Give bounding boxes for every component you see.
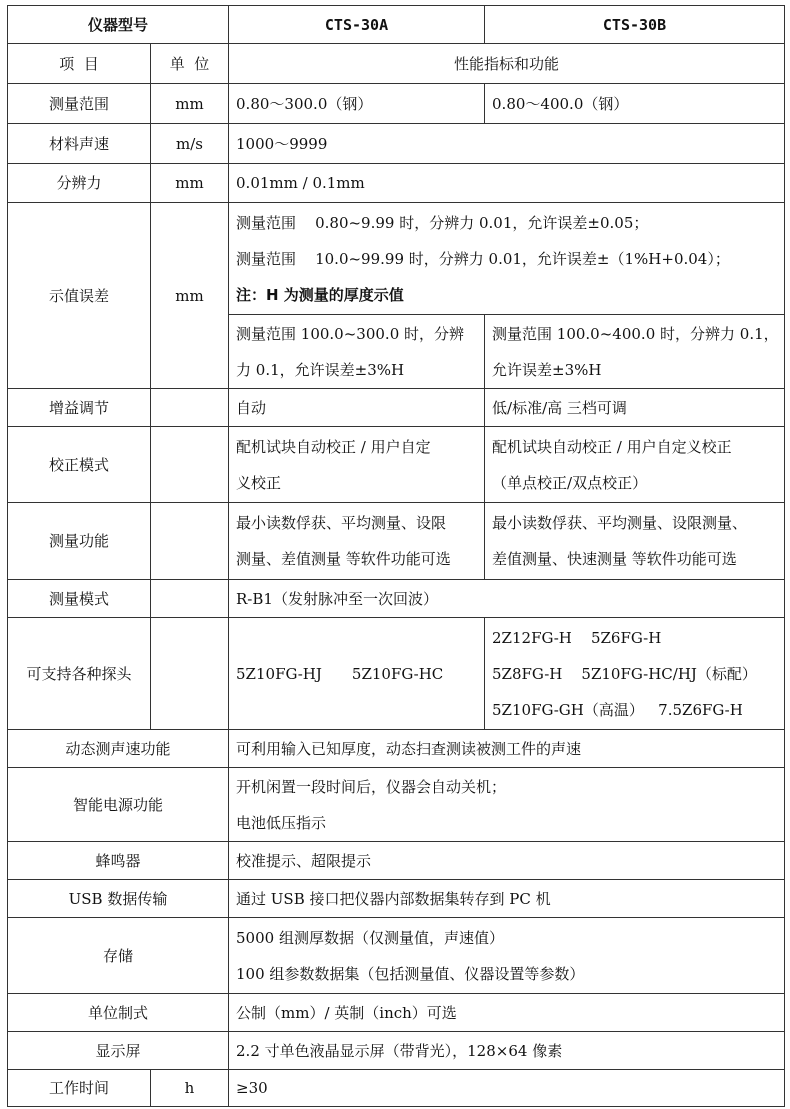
worktime-value: ≥30 xyxy=(229,1070,785,1107)
spec-table xyxy=(7,5,785,1107)
gain-unit xyxy=(151,389,229,427)
probes-b-line-1: 2Z12FG-H 5Z6FG-H xyxy=(492,628,662,647)
buzzer-label: 蜂鸣器 xyxy=(8,842,229,880)
functions-label: 测量功能 xyxy=(8,503,151,580)
power-line-2: 电池低压指示 xyxy=(236,813,327,832)
model-a: CTS-30A xyxy=(229,6,485,44)
calibration-a-line-2: 义校正 xyxy=(236,473,282,492)
probes-b xyxy=(485,618,785,730)
dynamic-label: 动态测声速功能 xyxy=(8,730,229,768)
usb-label: USB 数据传输 xyxy=(8,880,229,918)
subheader-row xyxy=(8,44,785,84)
probes-unit xyxy=(151,618,229,730)
row-dynamic xyxy=(8,730,785,768)
row-worktime xyxy=(8,1070,785,1107)
gain-a: 自动 xyxy=(229,389,485,427)
row-error-top xyxy=(8,203,785,315)
resolution-unit: mm xyxy=(151,164,229,203)
units-value: 公制（mm）/ 英制（inch）可选 xyxy=(229,994,785,1032)
storage-value xyxy=(229,918,785,994)
functions-b-line-2: 差值测量、快速测量 等软件功能可选 xyxy=(492,550,737,568)
display-value: 2.2 寸单色液晶显示屏（带背光），128×64 像素 xyxy=(229,1032,785,1070)
row-mode xyxy=(8,580,785,618)
usb-value: 通过 USB 接口把仪器内部数据集转存到 PC 机 xyxy=(229,880,785,918)
display-label: 显示屏 xyxy=(8,1032,229,1070)
spec-header: 性能指标和功能 xyxy=(229,44,785,84)
probe-a-1: 5Z10FG-HJ xyxy=(236,664,322,683)
velocity-label: 材料声速 xyxy=(8,124,151,164)
row-gain xyxy=(8,389,785,427)
probes-a xyxy=(229,618,485,730)
model-label: 仪器型号 xyxy=(8,6,229,44)
gain-label: 增益调节 xyxy=(8,389,151,427)
functions-b-line-1: 最小读数俘获、平均测量、设限测量、 xyxy=(492,514,748,532)
error-note: 注：H 为测量的厚度示值 xyxy=(236,285,404,304)
item-header: 项 目 xyxy=(8,44,151,84)
velocity-unit: m/s xyxy=(151,124,229,164)
gain-b: 低/标准/高 三档可调 xyxy=(485,389,785,427)
calibration-label: 校正模式 xyxy=(8,427,151,503)
range-b: 0.80～400.0（钢） xyxy=(485,84,785,124)
row-usb xyxy=(8,880,785,918)
row-functions xyxy=(8,503,785,580)
row-buzzer xyxy=(8,842,785,880)
worktime-unit: h xyxy=(151,1070,229,1107)
probes-b-line-3: 5Z10FG-GH（高温） 7.5Z6FG-H xyxy=(492,700,743,719)
calibration-b-line-1: 配机试块自动校正 / 用户自定义校正 xyxy=(492,437,732,456)
probes-label: 可支持各种探头 xyxy=(8,618,151,730)
row-velocity xyxy=(8,124,785,164)
mode-value: R-B1（发射脉冲至一次回波） xyxy=(229,580,785,618)
functions-unit xyxy=(151,503,229,580)
dynamic-value: 可利用输入已知厚度，动态扫查测读被测工件的声速 xyxy=(229,730,785,768)
unit-header: 单 位 xyxy=(151,44,229,84)
header-row xyxy=(8,6,785,44)
row-power xyxy=(8,768,785,842)
row-resolution xyxy=(8,164,785,203)
calibration-unit xyxy=(151,427,229,503)
probes-b-line-2: 5Z8FG-H 5Z10FG-HC/HJ（标配） xyxy=(492,664,757,683)
range-unit: mm xyxy=(151,84,229,124)
error-label: 示值误差 xyxy=(8,203,151,389)
calibration-b-line-2: （单点校正/双点校正） xyxy=(492,473,648,492)
error-common xyxy=(229,203,785,315)
power-value xyxy=(229,768,785,842)
buzzer-value: 校准提示、超限提示 xyxy=(229,842,785,880)
range-label: 测量范围 xyxy=(8,84,151,124)
row-units xyxy=(8,994,785,1032)
functions-a-line-2: 测量、差值测量 等软件功能可选 xyxy=(236,550,451,568)
error-b xyxy=(485,315,785,389)
resolution-value: 0.01mm / 0.1mm xyxy=(229,164,785,203)
functions-a-line-1: 最小读数俘获、平均测量、设限 xyxy=(236,514,447,532)
worktime-label: 工作时间 xyxy=(8,1070,151,1107)
units-label: 单位制式 xyxy=(8,994,229,1032)
functions-a xyxy=(229,503,485,580)
functions-b xyxy=(485,503,785,580)
row-display xyxy=(8,1032,785,1070)
row-probes xyxy=(8,618,785,730)
model-b: CTS-30B xyxy=(485,6,785,44)
resolution-label: 分辨力 xyxy=(8,164,151,203)
error-line-1: 测量范围 0.80~9.99 时，分辨力 0.01，允许误差±0.05； xyxy=(236,213,649,232)
storage-line-1: 5000 组测厚数据（仅测量值，声速值） xyxy=(236,928,504,947)
error-b-line-1: 测量范围 100.0~400.0 时，分辨力 0.1， xyxy=(492,324,779,343)
row-range xyxy=(8,84,785,124)
power-line-1: 开机闲置一段时间后，仪器会自动关机； xyxy=(236,777,507,796)
mode-unit xyxy=(151,580,229,618)
error-unit: mm xyxy=(151,203,229,389)
calibration-b xyxy=(485,427,785,503)
storage-label: 存储 xyxy=(8,918,229,994)
error-a xyxy=(229,315,485,389)
storage-line-2: 100 组参数数据集（包括测量值、仪器设置等参数） xyxy=(236,964,585,983)
error-a-line-1: 测量范围 100.0~300.0 时，分辨 xyxy=(236,324,465,343)
calibration-a xyxy=(229,427,485,503)
range-a: 0.80～300.0（钢） xyxy=(229,84,485,124)
row-storage xyxy=(8,918,785,994)
row-calibration xyxy=(8,427,785,503)
velocity-value: 1000～9999 xyxy=(229,124,785,164)
error-line-2: 测量范围 10.0~99.99 时，分辨力 0.01，允许误差±（1%H+0.04）； xyxy=(236,249,730,268)
calibration-a-line-1: 配机试块自动校正 / 用户自定 xyxy=(236,437,431,456)
probe-a-2: 5Z10FG-HC xyxy=(351,664,444,683)
power-label: 智能电源功能 xyxy=(8,768,229,842)
error-b-line-2: 允许误差±3%H xyxy=(492,360,602,379)
error-a-line-2: 力 0.1，允许误差±3%H xyxy=(236,360,405,379)
mode-label: 测量模式 xyxy=(8,580,151,618)
